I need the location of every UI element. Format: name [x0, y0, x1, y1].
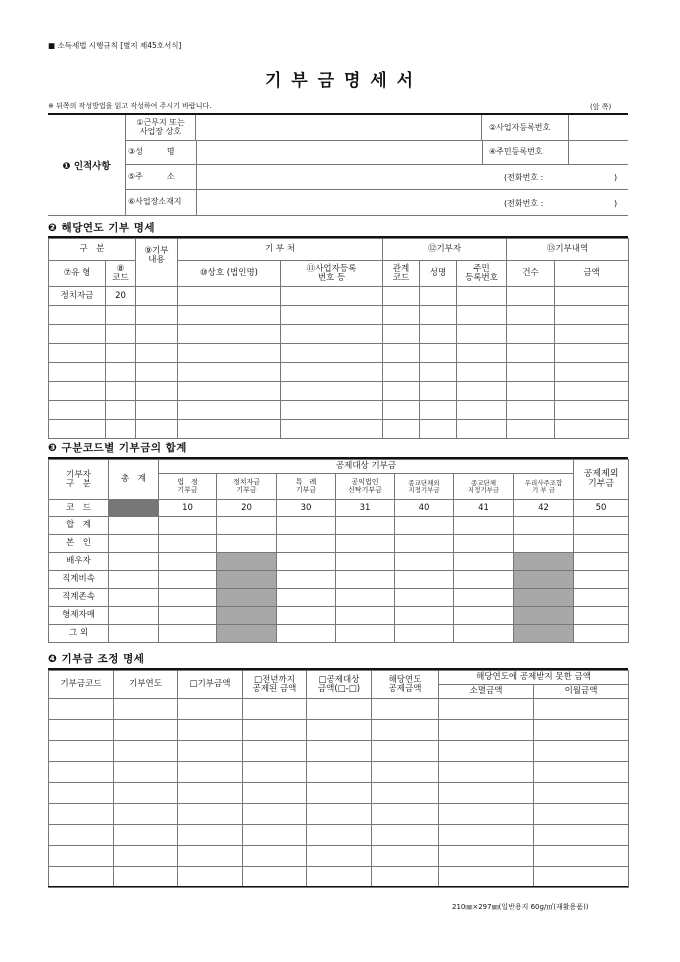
address-row [126, 164, 628, 190]
col-non-religious: 종교단체외 지정기부금 [395, 474, 454, 500]
bizaddr-label: ⑥사업장소재지 [128, 197, 182, 206]
donor-rrn-header: 주민 등록번호 [457, 261, 507, 287]
table-row [49, 553, 629, 571]
code-10: 10 [159, 500, 217, 517]
table-row [49, 306, 629, 325]
row-ascendants: 직계존속 [49, 589, 109, 607]
relation-header: 관계 코드 [383, 261, 420, 287]
count-header: 건수 [507, 261, 555, 287]
current-deduction-header: 해당연도 공제금액 [372, 671, 439, 699]
rrn-label: ④주민등록번호 [489, 147, 543, 156]
adjustment-table [48, 670, 629, 888]
row1-type: 정치자금 [49, 287, 106, 306]
page-side-label: (앞 쪽) [590, 103, 612, 111]
code-label: 코 드 [49, 500, 109, 517]
code-col-header: 기부금코드 [49, 671, 114, 699]
row-siblings: 형제자매 [49, 607, 109, 625]
excluded-header: 공제제외 기부금 [574, 460, 629, 500]
table-row [49, 607, 629, 625]
section4-title: ❹ 기부금 조정 명세 [48, 653, 145, 665]
workplace-value[interactable] [196, 115, 482, 140]
table-row [49, 720, 629, 741]
col-special: 특 례 기부금 [277, 474, 336, 500]
prior-deducted-header: □전년까지 공제된 금액 [243, 671, 307, 699]
col-esop: 우리사주조합 기 부 금 [514, 474, 574, 500]
table-row [49, 535, 629, 553]
recipient-header: 기 부 처 [178, 239, 383, 261]
unclaimed-header: 해당연도에 공제받지 못한 금액 [439, 671, 629, 685]
address-label: ⑤주 소 [128, 172, 175, 181]
table-row [49, 804, 629, 825]
col-religious: 종교단체 지정기부금 [454, 474, 514, 500]
name-label: ③성 명 [128, 147, 175, 156]
biz-phone-label: (전화번호 : [504, 199, 544, 208]
section2-title: ❷ 해당연도 기부 명세 [48, 222, 156, 234]
code-31: 31 [336, 500, 395, 517]
donor-name-header: 성명 [420, 261, 457, 287]
col-statutory: 법 정 기부금 [159, 474, 217, 500]
details-header: ⑬기부내역 [507, 239, 629, 261]
amount-header: 금액 [555, 261, 629, 287]
phone-close: ) [614, 173, 618, 182]
table-row [49, 867, 629, 888]
donor-header: ⑫기부자 [383, 239, 507, 261]
total-header: 총 계 [109, 460, 159, 500]
year-col-header: 기부연도 [114, 671, 178, 699]
bizno-label: ②사업자등록번호 [489, 123, 551, 132]
row-spouse: 배우자 [49, 553, 109, 571]
table-row [49, 325, 629, 344]
workplace-label: ①근무지 또는 사업장 상호 [126, 115, 196, 140]
code-42: 42 [514, 500, 574, 517]
type-header: ⑦유 형 [49, 261, 106, 287]
deductible-amount-header: □공제대상 금액(□-□) [307, 671, 372, 699]
col-political: 정치자금 기부금 [217, 474, 277, 500]
page-title: 기 부 금 명 세 서 [264, 71, 416, 91]
table-row [49, 783, 629, 804]
code-header: ⑧ 코드 [106, 261, 136, 287]
row1-code: 20 [106, 287, 136, 306]
workplace-row [126, 115, 628, 141]
code-41: 41 [454, 500, 514, 517]
table-row [49, 825, 629, 846]
row-descendants: 직계비속 [49, 571, 109, 589]
table-row [49, 699, 629, 720]
row-others: 그 외 [49, 625, 109, 643]
table-row [49, 762, 629, 783]
table-row [49, 344, 629, 363]
biz-phone-close: ) [614, 199, 618, 208]
amount-col-header: □기부금액 [178, 671, 243, 699]
code-totals-table [48, 459, 629, 643]
row-total: 합 계 [49, 517, 109, 535]
code-20: 20 [217, 500, 277, 517]
phone-label: (전화번호 : [504, 173, 544, 182]
personal-info-section [48, 115, 628, 216]
form-reference: ■ 소득세법 시행규칙 [별지 제45호서식] [48, 41, 182, 50]
table-row [49, 382, 629, 401]
table-row [49, 401, 629, 420]
bizaddr-row [126, 189, 628, 215]
deductible-header: 공제대상 기부금 [159, 460, 574, 474]
gubun-header: 구 분 [49, 239, 136, 261]
row-self: 본 인 [49, 535, 109, 553]
instruction-note: ※ 뒤쪽의 작성방법을 읽고 작성하여 주시기 바랍니다. [48, 102, 212, 110]
table-row [49, 287, 629, 306]
code-50: 50 [574, 500, 629, 517]
company-header: ⑩상호 (법인명) [178, 261, 281, 287]
code-30: 30 [277, 500, 336, 517]
personal-info-title: ❶ 인적사항 [48, 115, 126, 215]
table-row [49, 741, 629, 762]
col-public-trust: 공익법인 신탁기부금 [336, 474, 395, 500]
paper-spec: 210㎜×297㎜(일반용지 60g/㎡(재활용품)) [452, 903, 589, 911]
donor-type-header: 기부자 구 분 [49, 460, 109, 500]
table-row [49, 589, 629, 607]
table-row [49, 420, 629, 439]
section3-title: ❸ 구분코드별 기부금의 합계 [48, 442, 187, 454]
table-row [49, 846, 629, 867]
bottom-rule [48, 886, 628, 887]
expired-header: 소멸금액 [439, 685, 534, 699]
name-row [126, 140, 628, 165]
table-row [49, 363, 629, 382]
donation-details-table [48, 238, 629, 439]
table-row [49, 571, 629, 589]
code-40: 40 [395, 500, 454, 517]
content-header: ⑨기부 내용 [136, 239, 178, 287]
carryover-header: 이월금액 [534, 685, 629, 699]
table-row [49, 625, 629, 643]
bizno-header: ⑪사업자등록 번호 등 [281, 261, 383, 287]
table-row [49, 517, 629, 535]
code-row [49, 500, 629, 517]
